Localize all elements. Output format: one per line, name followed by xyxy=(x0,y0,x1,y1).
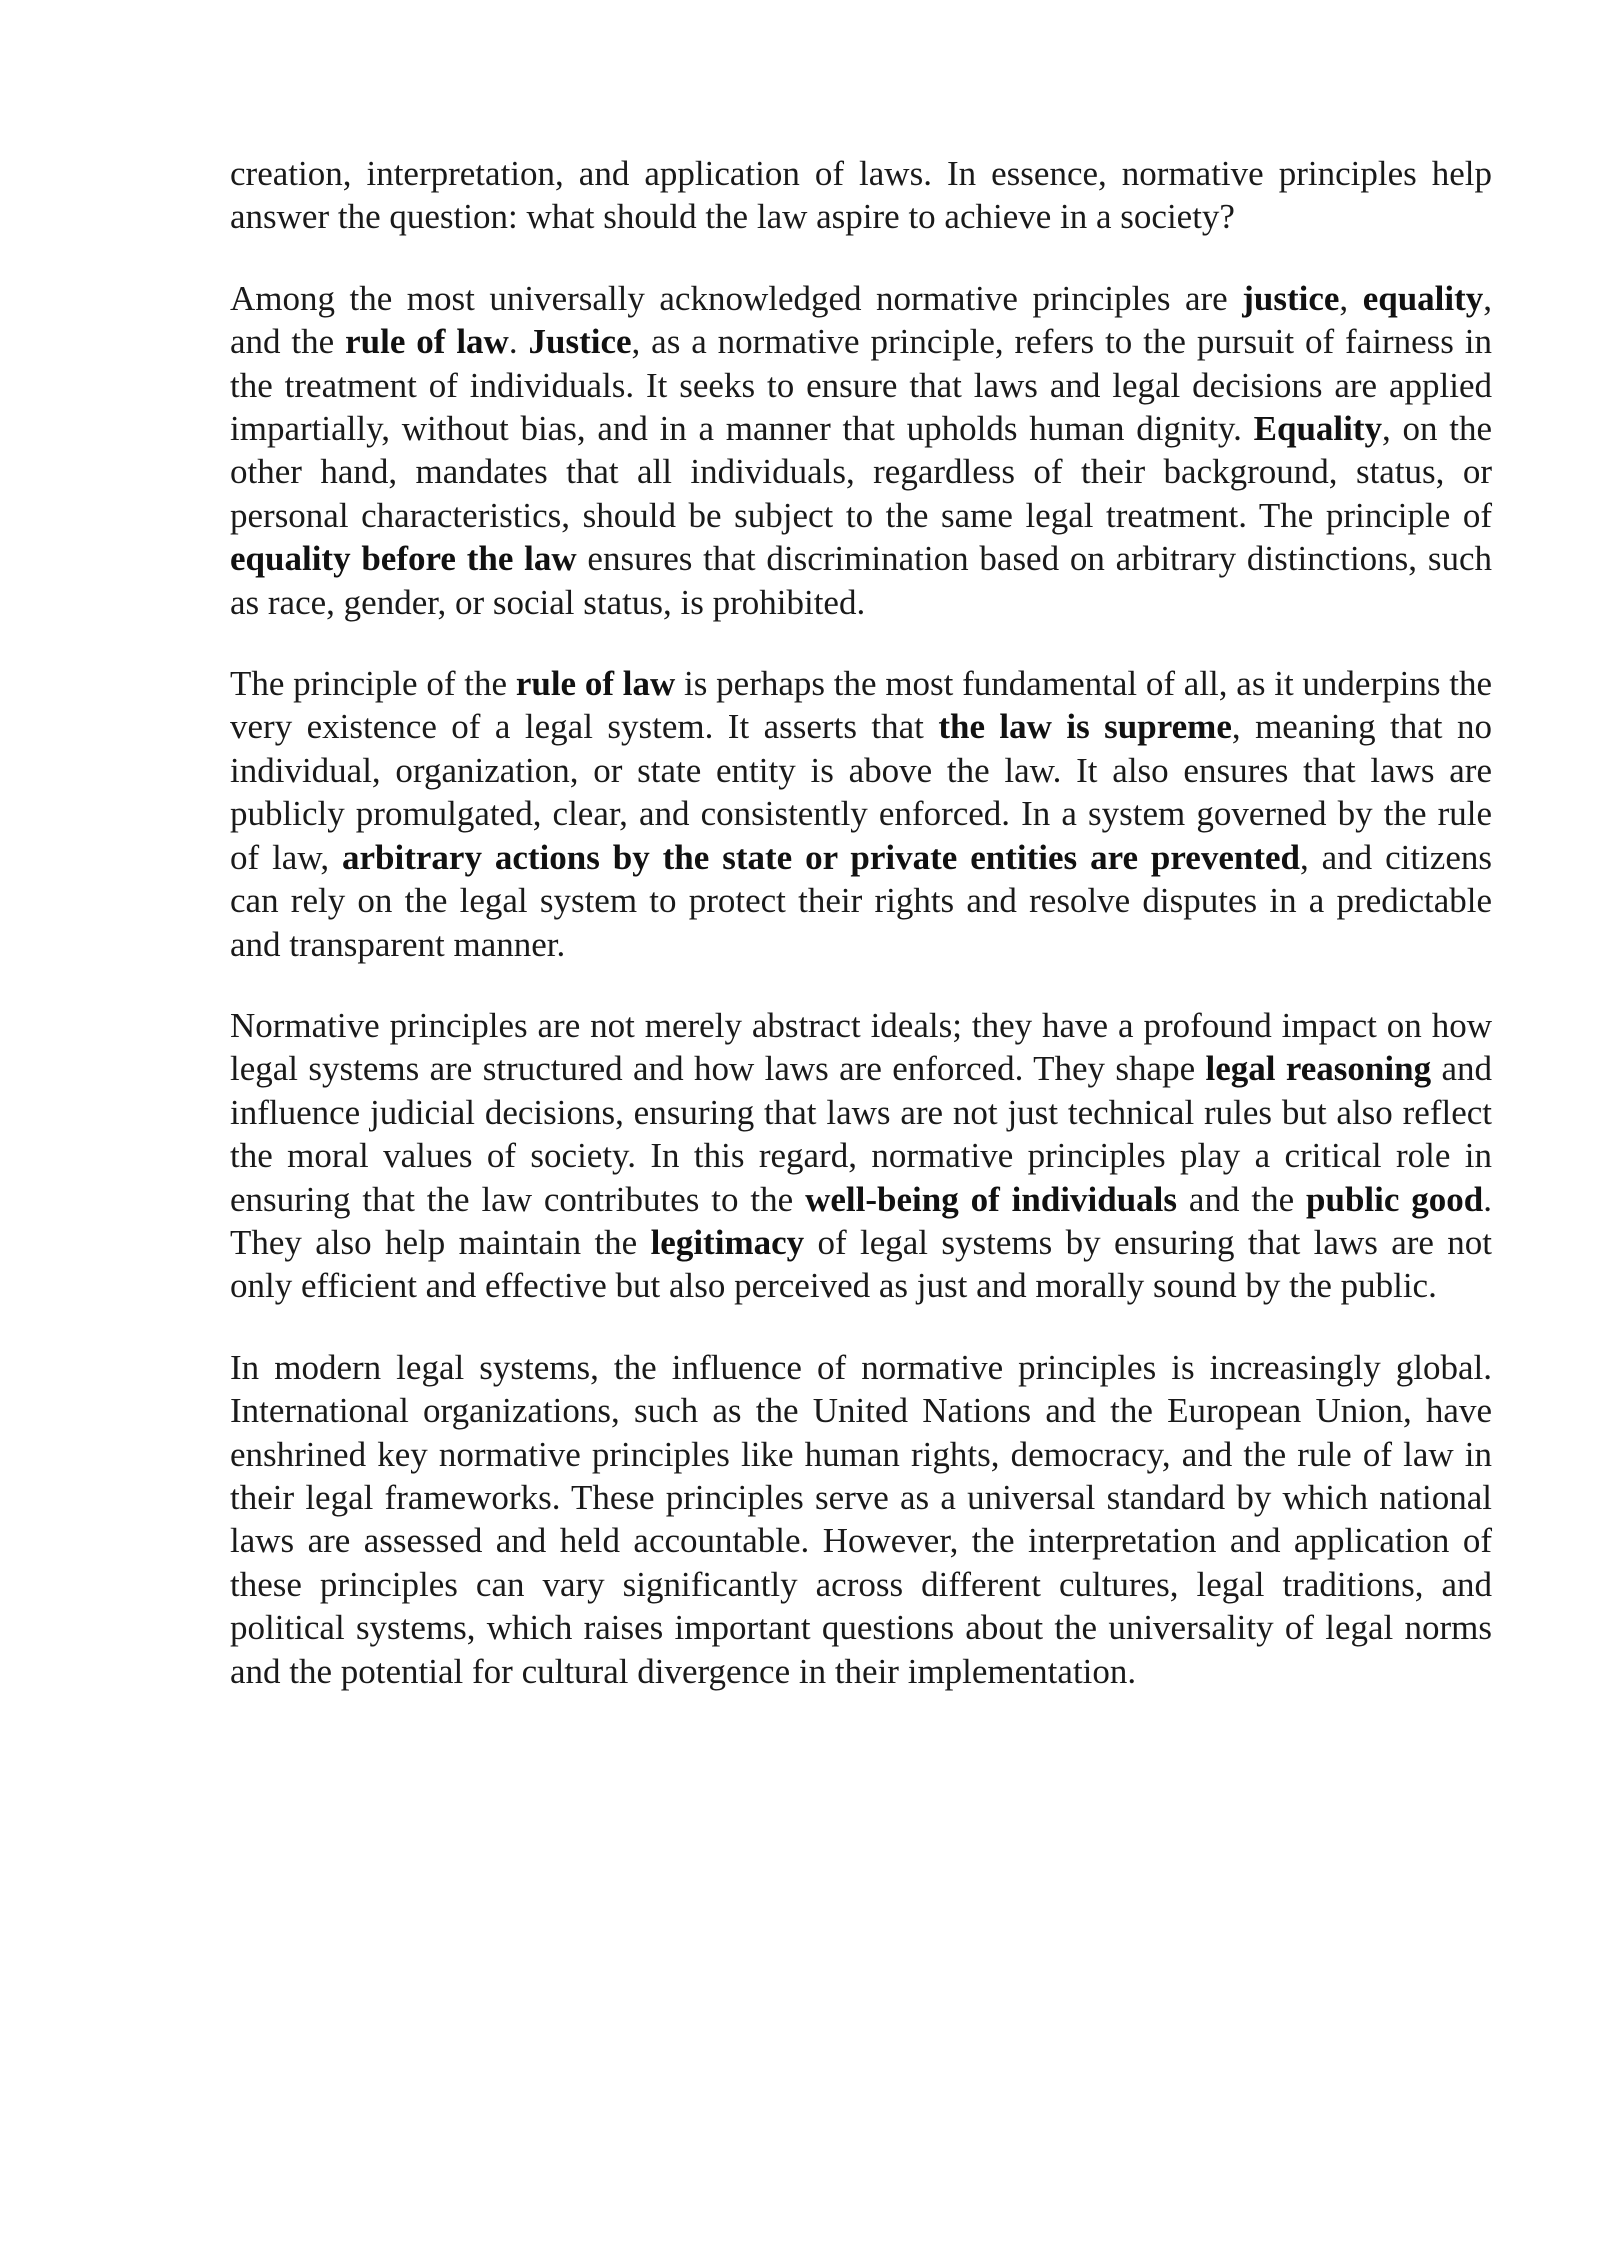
text-run: ensures that discrimination based on arbitrary distinctions, such as race, gender, or social status, is prohibited. xyxy=(230,539,1492,622)
bold-term-equality: equality xyxy=(1362,278,1484,318)
text-run: , and the xyxy=(230,278,1493,362)
paragraph-5 xyxy=(230,1346,1492,1693)
bold-term-equality-before-the-law: equality before the law xyxy=(230,539,577,579)
text-run: Among the most universally acknowledged normative principles are xyxy=(230,278,1243,318)
text-run: , and citizens can rely on the legal system to protect their rights and resolve disputes in a predictable and transparent manner. xyxy=(230,837,1492,964)
text-run: Normative principles are not merely abstract ideals; they have a profound impact on how legal systems are structured and how laws are enforced. They shape xyxy=(230,1005,1492,1089)
bold-term-law-is-supreme: the law is supreme xyxy=(938,707,1232,747)
bold-term-arbitrary-actions: arbitrary actions by the state or private entities are prevented xyxy=(342,837,1300,877)
bold-term-rule-of-law: rule of law xyxy=(515,664,676,704)
bold-term-equality-heading: Equality xyxy=(1253,409,1383,449)
text-run: and the xyxy=(1177,1179,1307,1219)
paragraph-1 xyxy=(230,152,1492,239)
text-run: . They also help maintain the xyxy=(230,1179,1493,1262)
paragraph-3 xyxy=(230,662,1492,966)
text-run: of legal systems by ensuring that laws are not only efficient and effective but also perceived as just and morally sound by the public. xyxy=(230,1222,1493,1306)
document-body xyxy=(230,152,1492,1731)
paragraph-2 xyxy=(230,277,1492,624)
bold-term-public-good: public good xyxy=(1306,1179,1484,1219)
text-run: creation, interpretation, and application of laws. In essence, normative principles help answer the question: what should the law aspire to achieve in a society? xyxy=(230,154,1492,237)
paragraph-4 xyxy=(230,1004,1492,1308)
bold-term-legitimacy: legitimacy xyxy=(650,1222,805,1262)
text-run: The principle of the xyxy=(230,664,516,704)
text-run: is perhaps the most fundamental of all, as it underpins the very existence of a legal system. It asserts that xyxy=(230,664,1492,747)
bold-term-legal-reasoning: legal reasoning xyxy=(1205,1049,1432,1089)
bold-term-rule-of-law: rule of law xyxy=(345,322,509,362)
text-run: , on the other hand, mandates that all individuals, regardless of their background, status, or personal characteristics, should be subject to the same legal treatment. The principle of xyxy=(230,409,1492,535)
bold-term-justice-heading: Justice xyxy=(528,322,632,362)
text-run: and influence judicial decisions, ensuring that laws are not just technical rules but also reflect the moral values of society. In this regard, normative principles play a critical role in ensuring that the law contributes to the xyxy=(230,1049,1492,1219)
text-run: . xyxy=(508,322,529,362)
text-run: , meaning that no individual, organization, or state entity is above the law. It also ensures that laws are publicly promulgated, clear, and consistently enforced. In a system governed by the rule of law, xyxy=(230,707,1492,877)
text-run: In modern legal systems, the influence of normative principles is increasingly global. International organizations, such as the United Nations and the European Union, have enshrined key normative principles like human rights, democracy, and the rule of law in their legal frameworks. These principles serve as a universal standard by which national laws are assessed and held accountable. However, the interpretation and application of these principles can vary significantly across different cultures, legal traditions, and political systems, which raises important questions about the universality of legal norms and the potential for cultural divergence in their implementation. xyxy=(230,1347,1492,1691)
text-run: , xyxy=(1339,278,1363,318)
text-run: , as a normative principle, refers to the pursuit of fairness in the treatment of individuals. It seeks to ensure that laws and legal decisions are applied impartially, without bias, and in a manner that upholds human dignity. xyxy=(230,322,1493,449)
bold-term-justice: justice xyxy=(1242,278,1340,318)
bold-term-well-being: well-being of individuals xyxy=(805,1179,1178,1219)
